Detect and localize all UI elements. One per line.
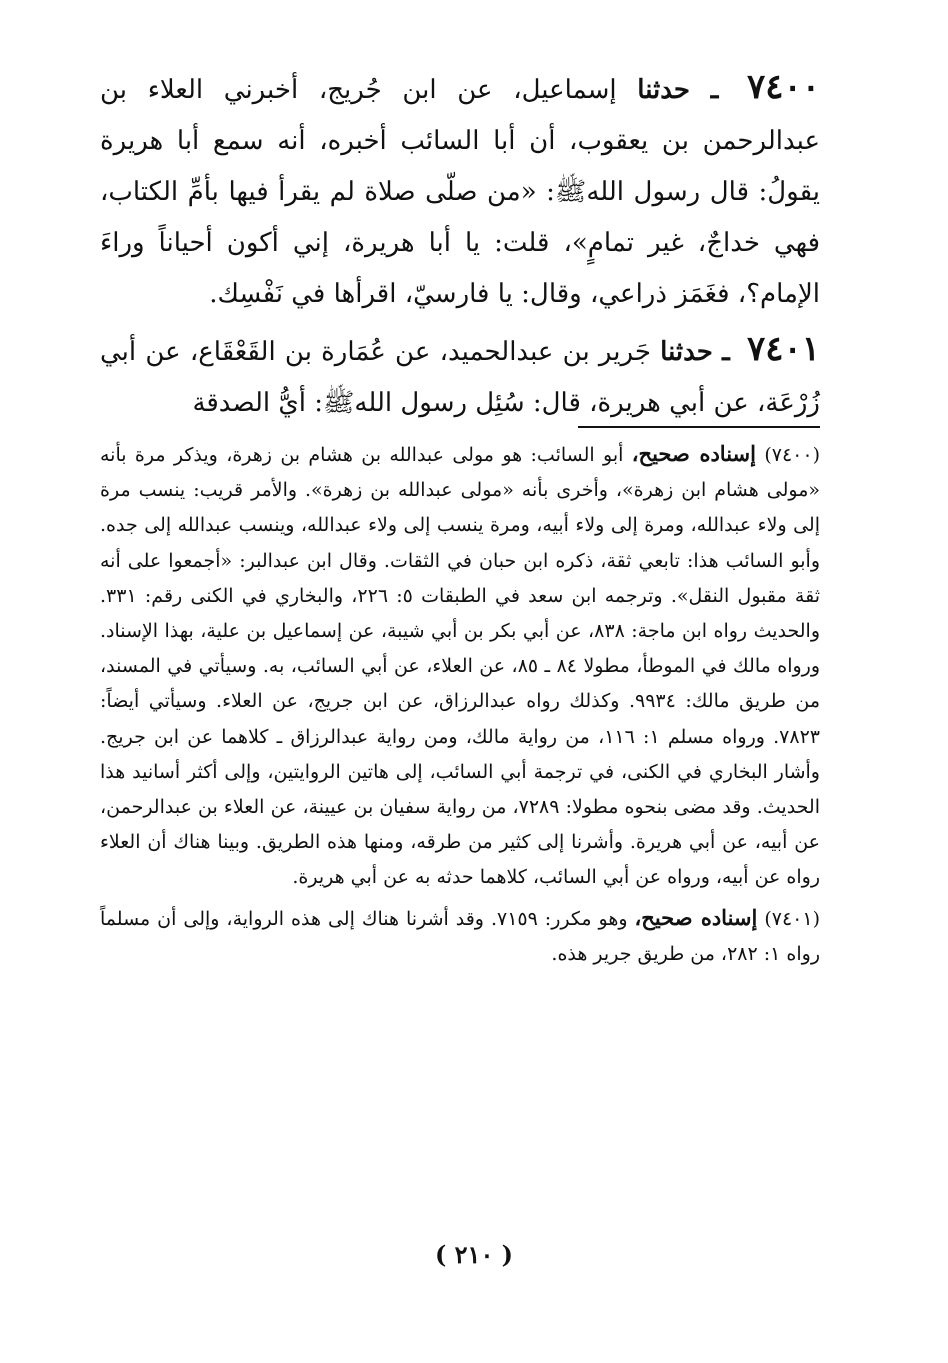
- footnote-keyword: إسناده صحيح،: [634, 904, 758, 930]
- footnotes: [100, 436, 820, 976]
- page-number: ( ٢١٠ ): [434, 1240, 514, 1269]
- footnote-7400: [100, 436, 820, 896]
- hadith-keyword: حدثنا: [637, 75, 691, 105]
- hadith-dash: ـ: [722, 337, 730, 367]
- footnote-text: وهو مكرر: ٧١٥٩. وقد أشرنا هناك إلى هذه الرواية، وإلى أن مسلماً رواه ١: ٢٨٢، من طريق جرير هذه.: [100, 907, 820, 965]
- footnote-ref: (٧٤٠١): [764, 907, 820, 930]
- footnote-divider: [578, 426, 820, 428]
- footnote-keyword: إسناده صحيح،: [631, 441, 756, 466]
- hadith-keyword: حدثنا: [660, 337, 713, 367]
- hadith-number: ٧٤٠٠: [746, 67, 821, 107]
- hadith-number: ٧٤٠١: [746, 329, 821, 369]
- footnote-text: أبو السائب: هو مولى عبدالله بن هشام بن زهرة، ويذكر مرة بأنه «مولى هشام ابن زهرة»، وأخرى بأنه «مولى عبدالله بن زهرة». والأمر قريب: ينسب مرة إلى ولاء عبدالله، ومرة إلى ولاء أبيه، ومرة ينسب إلى ولاء عبدالله، وينسب عبدالله إلى جده. وأبو السائب هذا: تابعي ثقة، ذكره ابن حبان في الثقات. وقال ابن عبدالبر: «أجمعوا على أنه ثقة مقبول النقل». وترجمه ابن سعد في الطبقات ٥: ٢٢٦، والبخاري في الكنى رقم: ٣٣١. والحديث رواه ابن ماجة: ٨٣٨، عن أبي بكر بن أبي شيبة، عن إسماعيل بن علية، بهذا الإسناد. ورواه مالك في الموطأ، مطولا ٨٤ ـ ٨٥، عن العلاء، عن أبي السائب، به. وسيأتي في المسند، من طريق مالك: ٩٩٣٤. وكذلك رواه عبدالرزاق، عن ابن جريج، عن العلاء. وسيأتي أيضاً: ٧٨٢٣. ورواه مسلم ١: ١١٦، من رواية مالك، ومن رواية عبدالرزاق ـ كلاهما عن ابن جريج. وأشار البخاري في الكنى، في ترجمة أبي السائب، إلى هاتين الروايتين، وإلى أكثر أسانيد هذا الحديث. وقد مضى بنحوه مطولا: ٧٢٨٩، من رواية سفيان بن عيينة، عن العلاء بن عبدالرحمن، عن أبيه، عن أبي هريرة. وأشرنا إلى كثير من طرقه، ومنها هذه الطريق. وبينا هناك أن العلاء رواه عن أبيه، ورواه عن أبي السائب، كلاهما حدثه به عن أبي هريرة.: [100, 444, 821, 889]
- main-text: [100, 62, 820, 433]
- footnote-ref: (٧٤٠٠): [764, 444, 820, 466]
- hadith-text: جَرير بن عبدالحميد، عن عُمَارة بن القَعْقَاع، عن أبي زُرْعَة، عن أبي هريرة، قال: سُئِل رسول اللهﷺ: أيُّ الصدقة: [100, 337, 820, 418]
- hadith-text: إسماعيل، عن ابن جُريج، أخبرني العلاء بن عبدالرحمن بن يعقوب، أن أبا السائب أخبره، أنه سمع أبا هريرة يقولُ: قال رسول اللهﷺ: «من صلّى صلاة لم يقرأ فيها بأمِّ الكتاب، فهي خداجٌ، غير تمامٍ»، قلت: يا أبا هريرة، إني أكون أحياناً وراءَ الإمام؟، فغَمَز ذراعي، وقال: يا فارسيّ، اقرأها في نَفْسِك.: [100, 75, 820, 309]
- footnote-7401: [100, 900, 820, 972]
- hadith-7401: [100, 324, 820, 429]
- hadith-7400: [100, 62, 820, 320]
- hadith-dash: ـ: [710, 75, 719, 105]
